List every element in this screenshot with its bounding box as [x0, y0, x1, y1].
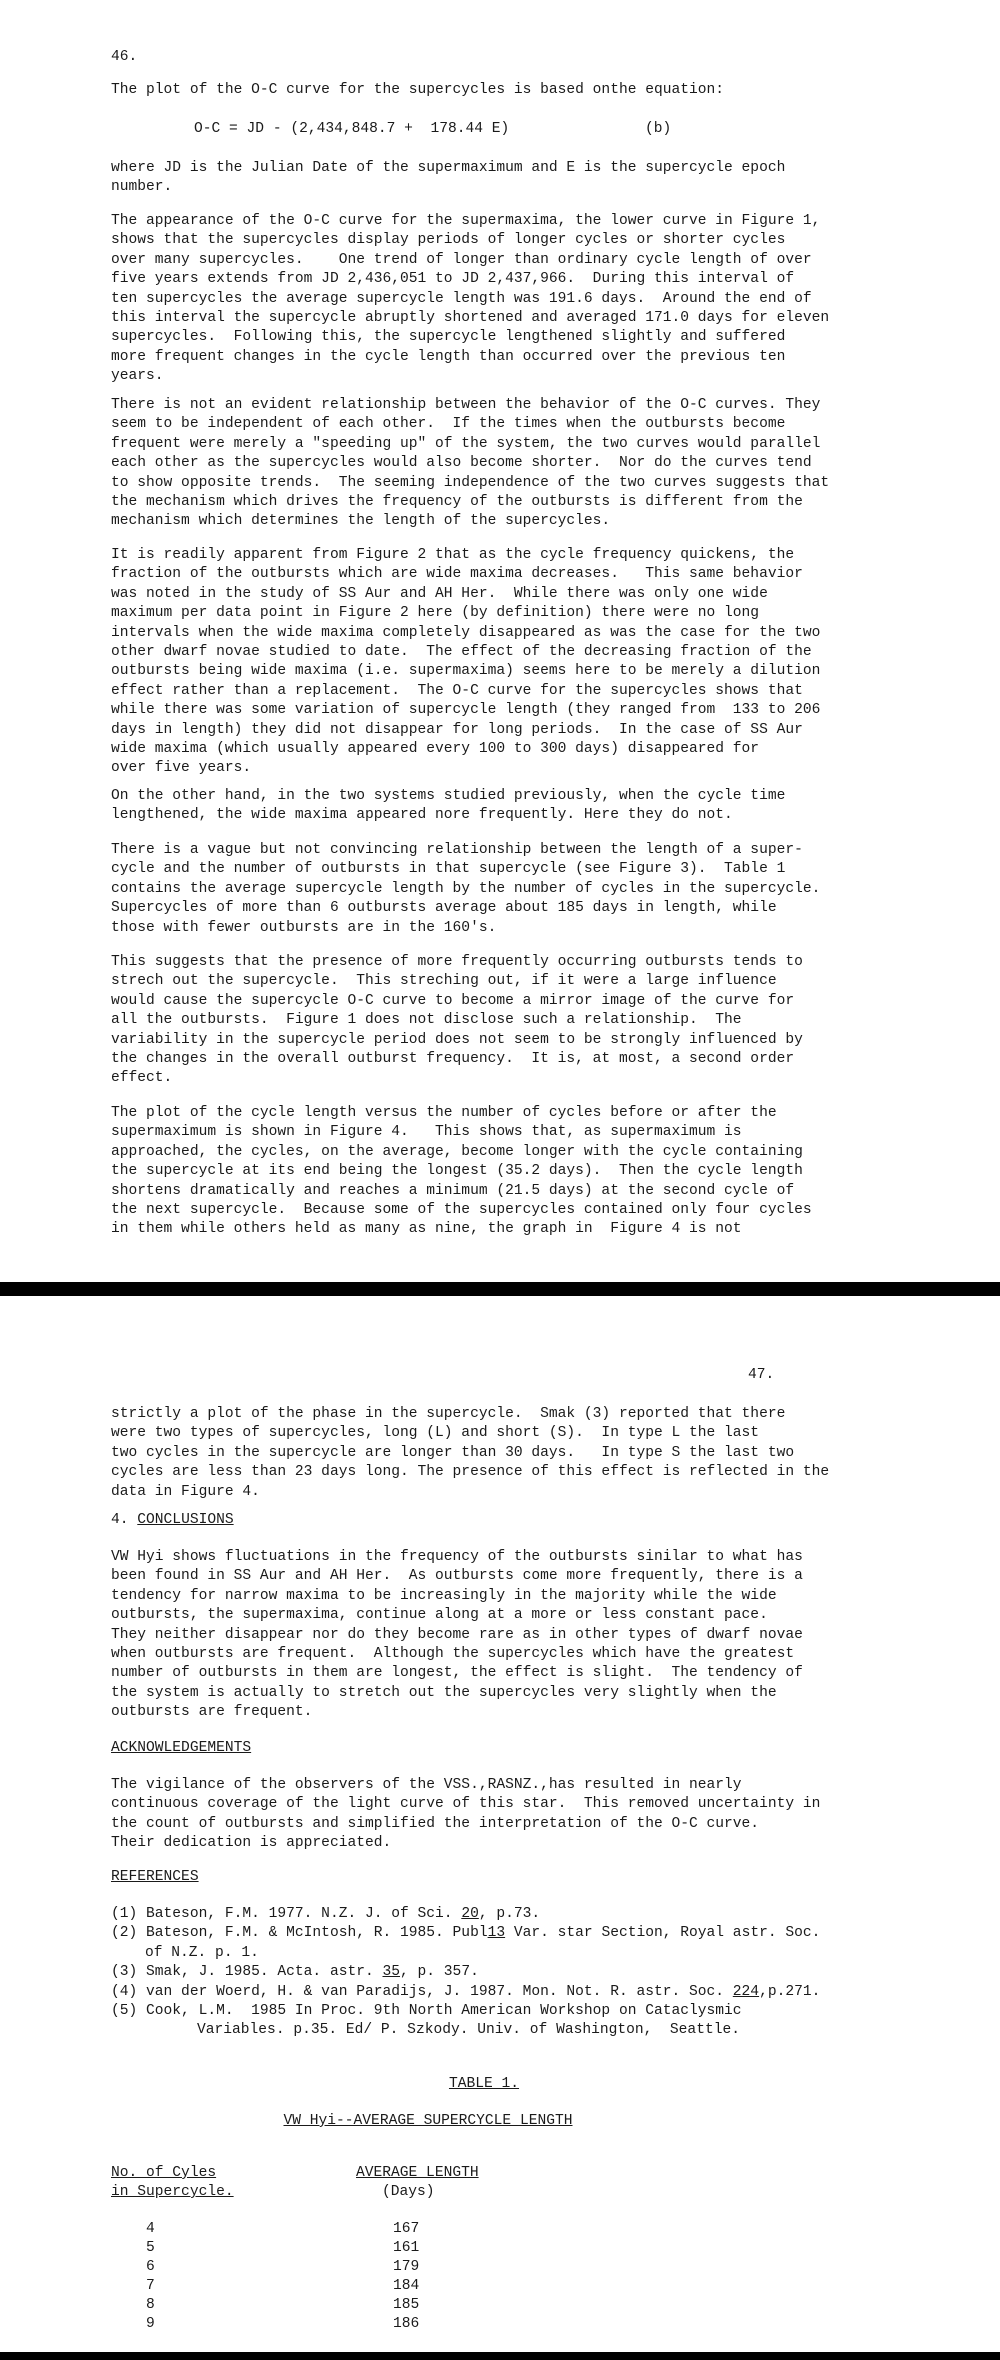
- text-line: to show opposite trends. The seeming independence of the two curves suggests that: [111, 474, 830, 491]
- paragraph-other-hand: [111, 787, 881, 826]
- text-line: was noted in the study of SS Aur and AH Her. While there was only one wide: [111, 585, 768, 602]
- text-line: There is not an evident relationship between the behavior of the O-C curves. They: [111, 397, 821, 413]
- text-line: two cycles in the supercycle are longer than 30 days. In type S the last two: [111, 1444, 795, 1461]
- table-row: [111, 2220, 611, 2239]
- text-line: On the other hand, in the two systems studied previously, when the cycle time: [111, 788, 786, 804]
- text-line: VW Hyi shows fluctuations in the frequency of the outbursts sinilar to what has: [111, 1549, 803, 1565]
- column-header-cycles: No. of Cyles: [111, 2165, 217, 2181]
- paragraph-conclusions: [111, 1548, 881, 1723]
- text-line: maximum per data point in Figure 2 here (by definition) there were no long: [111, 605, 760, 622]
- cycles-cell: 9: [146, 2316, 155, 2332]
- text-line: the changes in the overall outburst frequency. It is, at most, a second order: [111, 1051, 795, 1068]
- table-row: [111, 2239, 611, 2258]
- column-header-cycles-sub: in Supercycle.: [111, 2184, 234, 2200]
- reference-item: (1) Bateson, F.M. 1977. N.Z. J. of Sci. 20, p.73.: [111, 1906, 541, 1922]
- text-line: effect rather than a replacement. The O-C curve for the supercycles shows that: [111, 682, 803, 699]
- length-cell: 167: [393, 2221, 420, 2237]
- text-line: seem to be independent of each other. If the times when the outbursts become: [111, 416, 786, 433]
- text-line: tendency for narrow maxima to be increasingly in the majority while the wide: [111, 1587, 777, 1604]
- paragraph-oc-relationship: [111, 396, 881, 532]
- table-row: [111, 2315, 611, 2334]
- cycles-cell: 4: [146, 2221, 155, 2237]
- text-line: It is readily apparent from Figure 2 that as the cycle frequency quickens, the: [111, 547, 795, 563]
- paragraph-figure-2: [111, 546, 881, 779]
- text-line: effect.: [111, 1070, 173, 1087]
- length-cell: 186: [393, 2316, 420, 2332]
- paragraph-acknowledgements: [111, 1776, 881, 1854]
- paragraph-stretch: [111, 953, 881, 1089]
- reference-list: [111, 1905, 911, 2041]
- text-line: more frequent changes in the cycle length than occurred over the previous ten: [111, 348, 786, 365]
- text-line: supermaximum is shown in Figure 4. This shows that, as supermaximum is: [111, 1124, 742, 1141]
- text-line: frequent were merely a "speeding up" of the system, the two curves would parallel: [111, 435, 821, 452]
- text-line: The plot of the cycle length versus the number of cycles before or after the: [111, 1105, 777, 1121]
- text-line: the count of outbursts and simplified the interpretation of the O-C curve.: [111, 1815, 760, 1832]
- text-line: outbursts, the supermaxima, continue along at a more or less constant pace.: [111, 1607, 768, 1624]
- paragraph-smak: [111, 1405, 881, 1502]
- text-line: mechanism which determines the length of the supercycles.: [111, 513, 611, 530]
- page-separator: [0, 1282, 1000, 1296]
- length-cell: 161: [393, 2240, 420, 2256]
- text-line: the system is actually to stretch out the supercycles very slightly when the: [111, 1684, 777, 1701]
- equation-intro: The plot of the O-C curve for the supercycles is based onthe equation:: [111, 82, 725, 98]
- length-cell: 179: [393, 2259, 420, 2275]
- table-row: [111, 2277, 611, 2296]
- text-line: outbursts are frequent.: [111, 1704, 313, 1721]
- text-line: each other as the supercycles would also become shorter. Nor do the curves tend: [111, 455, 812, 472]
- text-line: were two types of supercycles, long (L) and short (S). In type L the last: [111, 1425, 760, 1442]
- text-line: lengthened, the wide maxima appeared nore frequently. Here they do not.: [111, 807, 733, 824]
- reference-item: (5) Cook, L.M. 1985 In Proc. 9th North American Workshop on Cataclysmic Variables. p.35. Ed/ P. Szkody. Univ. of Washington, Seattle.: [111, 2003, 742, 2039]
- text-line: They neither disappear nor do they become rare as in other types of dwarf novae: [111, 1626, 803, 1643]
- page-number: 47.: [748, 1367, 775, 1383]
- table-title: VW Hyi--AVERAGE SUPERCYCLE LENGTH: [283, 2113, 573, 2129]
- paragraph-figure-3: [111, 841, 881, 938]
- acknowledgements-heading: ACKNOWLEDGEMENTS: [111, 1740, 252, 1756]
- text-line: continuous coverage of the light curve of this star. This removed uncertainty in: [111, 1796, 821, 1813]
- reference-item: (2) Bateson, F.M. & McIntosh, R. 1985. Publ13 Var. star Section, Royal astr. Soc. of N.Z. p. 1.: [111, 1925, 821, 1961]
- page-number: 46.: [111, 49, 138, 65]
- text-line: this interval the supercycle abruptly shortened and averaged 171.0 days for eleven: [111, 310, 830, 327]
- text-line: contains the average supercycle length by the number of cycles in the supercycle.: [111, 880, 821, 897]
- text-line: shows that the supercycles display periods of longer cycles or shorter cycles: [111, 232, 786, 249]
- length-cell: 184: [393, 2278, 420, 2294]
- reference-item: (4) van der Woerd, H. & van Paradijs, J. 1987. Mon. Not. R. astr. Soc. 224,p.271.: [111, 1983, 821, 2000]
- text-line: number.: [111, 179, 173, 196]
- references-heading: REFERENCES: [111, 1869, 199, 1885]
- table-header: [111, 2164, 611, 2214]
- text-line: in them while others held as many as nine, the graph in Figure 4 is not: [111, 1221, 742, 1238]
- paragraph-figure-4: [111, 1104, 881, 1240]
- cycles-cell: 8: [146, 2297, 155, 2313]
- length-cell: 185: [393, 2297, 420, 2313]
- reference-item: (3) Smak, J. 1985. Acta. astr. 35, p. 357.: [111, 1964, 479, 1981]
- text-line: The vigilance of the observers of the VSS.,RASNZ.,has resulted in nearly: [111, 1777, 742, 1793]
- text-line: There is a vague but not convincing relationship between the length of a super-: [111, 842, 803, 858]
- text-line: wide maxima (which usually appeared every 100 to 300 days) disappeared for: [111, 741, 760, 758]
- paragraph-oc-appearance: [111, 212, 881, 387]
- text-line: ten supercycles the average supercycle length was 191.6 days. Around the end of: [111, 290, 812, 307]
- text-line: outbursts being wide maxima (i.e. supermaxima) seems here to be merely a dilution: [111, 663, 821, 680]
- text-line: supercycles. Following this, the supercycle lengthened slightly and suffered: [111, 329, 786, 346]
- text-line: strech out the supercycle. This streching out, if it were a large influence: [111, 973, 777, 990]
- text-line: cycle and the number of outbursts in that supercycle (see Figure 3). Table 1: [111, 861, 786, 878]
- text-line: variability in the supercycle period does not seem to be strongly influenced by: [111, 1031, 803, 1048]
- bottom-border: [0, 2352, 1000, 2360]
- text-line: Their dedication is appreciated.: [111, 1835, 392, 1852]
- text-line: the next supercycle. Because some of the supercycles contained only four cycles: [111, 1202, 812, 1219]
- text-line: data in Figure 4.: [111, 1483, 260, 1500]
- text-line: strictly a plot of the phase in the supercycle. Smak (3) reported that there: [111, 1406, 786, 1422]
- text-line: would cause the supercycle O-C curve to become a mirror image of the curve for: [111, 992, 795, 1009]
- text-line: years.: [111, 368, 164, 385]
- oc-equation: O-C = JD - (2,434,848.7 + 178.44 E): [194, 121, 510, 137]
- text-line: other dwarf novae studied to date. The effect of the decreasing fraction of the: [111, 644, 812, 661]
- column-header-length: AVERAGE LENGTH: [356, 2165, 479, 2181]
- table-row: [111, 2258, 611, 2277]
- text-line: intervals when the wide maxima completely disappeared as was the case for the two: [111, 624, 821, 641]
- text-line: the mechanism which drives the frequency of the outbursts is different from the: [111, 494, 803, 511]
- text-line: over many supercycles. One trend of longer than ordinary cycle length of over: [111, 251, 812, 268]
- text-line: those with fewer outbursts are in the 160's.: [111, 919, 497, 936]
- text-line: shortens dramatically and reaches a minimum (21.5 days) at the second cycle of: [111, 1182, 795, 1199]
- text-line: number of outbursts in them are longest, the effect is slight. The tendency of: [111, 1665, 803, 1682]
- cycles-cell: 7: [146, 2278, 155, 2294]
- text-line: days in length) they did not disappear for long periods. In the case of SS Aur: [111, 721, 803, 738]
- text-line: the supercycle at its end being the longest (35.2 days). Then the cycle length: [111, 1163, 803, 1180]
- text-line: when outbursts are frequent. Although the supercycles which have the greatest: [111, 1646, 795, 1663]
- where-paragraph: [111, 159, 881, 198]
- text-line: five years extends from JD 2,436,051 to JD 2,437,966. During this interval of: [111, 271, 795, 288]
- text-line: Supercycles of more than 6 outbursts average about 185 days in length, while: [111, 900, 777, 917]
- text-line: fraction of the outbursts which are wide maxima decreases. This same behavior: [111, 566, 803, 583]
- text-line: where JD is the Julian Date of the supermaximum and E is the supercycle epoch: [111, 160, 786, 176]
- text-line: all the outbursts. Figure 1 does not disclose such a relationship. The: [111, 1012, 742, 1029]
- text-line: This suggests that the presence of more frequently occurring outbursts tends to: [111, 954, 803, 970]
- cycles-cell: 6: [146, 2259, 155, 2275]
- text-line: while there was some variation of supercycle length (they ranged from 133 to 206: [111, 702, 821, 719]
- equation-label: (b): [645, 121, 672, 137]
- column-header-length-unit: (Days): [382, 2184, 435, 2200]
- text-line: The appearance of the O-C curve for the supermaxima, the lower curve in Figure 1,: [111, 213, 821, 229]
- text-line: been found in SS Aur and AH Her. As outbursts come more frequently, there is a: [111, 1568, 803, 1585]
- cycles-cell: 5: [146, 2240, 155, 2256]
- text-line: over five years.: [111, 760, 252, 777]
- text-line: approached, the cycles, on the average, become longer with the cycle containing: [111, 1143, 803, 1160]
- table-row: [111, 2296, 611, 2315]
- table-label: TABLE 1.: [448, 2076, 520, 2092]
- text-line: cycles are less than 23 days long. The presence of this effect is reflected in the: [111, 1464, 830, 1481]
- conclusions-heading: 4. CONCLUSIONS: [111, 1512, 234, 1528]
